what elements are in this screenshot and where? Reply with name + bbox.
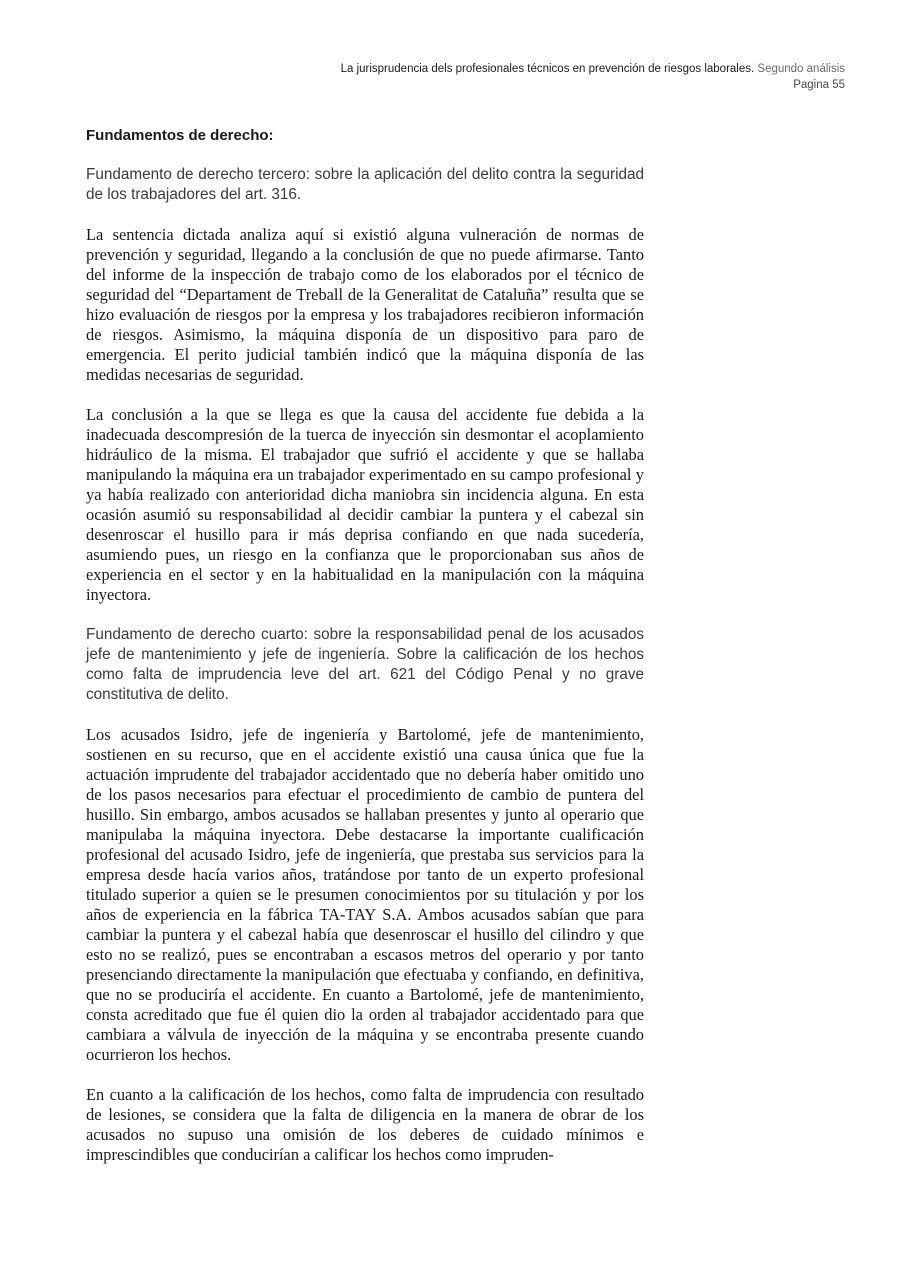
legal-basis-third-heading: Fundamento de derecho tercero: sobre la aplicación del delito contra la seguridad de los trabajadores del art. 316. xyxy=(86,166,644,203)
section-heading: Fundamentos de derecho: xyxy=(86,127,274,144)
body-paragraph: Los acusados Isidro, jefe de ingeniería y Bartolomé, jefe de mantenimiento, sostienen en su recurso, que en el accidente existió una causa única que fue la actuación imprudente del trabajador accidentado que no debería haber omitido uno de los pasos necesarios para efectuar el procedimiento de cambio de puntera del husillo. Sin embargo, ambos acusados se hallaban presentes y junto al operario que manipulaba la máquina inyectora. Debe destacarse la importante cualificación profesional del acusado Isidro, jefe de ingeniería, que prestaba sus servicios para la empresa desde hacía varios años, tratándose por tanto de un experto profesional titulado superior a quien se le presumen conocimientos por su titulación y por los años de experiencia en la fábrica TA-TAY S.A. Ambos acusados sabían que para cambiar la puntera y el cabezal había que desenroscar el husillo del cilindro y que esto no se realizó, pues se encontraban a escasos metros del operario y por tanto presenciando directamente la manipulación que efectuaba y confiando, en definitiva, que no se produciría el accidente. En cuanto a Bartolomé, jefe de mantenimiento, consta acreditado que fue él quien dio la orden al trabajador accidentado para que cambiara a válvula de inyección de la máquina y se encontraba presente cuando ocurrieron los hechos. xyxy=(86,725,644,1064)
body-paragraph: La conclusión a la que se llega es que la causa del accidente fue debida a la inadecuada descompresión de la tuerca de inyección sin desmontar el acoplamiento hidráulico de la misma. El trabajador que sufrió el accidente y que se hallaba manipulando la máquina era un trabajador experimentado en su campo profesional y ya había realizado con anterioridad dicha maniobra sin incidencia alguna. En esta ocasión asumió su responsabilidad al decidir cambiar la puntera y el cabezal sin desenroscar el husillo para ir más deprisa confiando en que nada sucedería, asumiendo pues, un riesgo en la confianza que le proporcionaban sus años de experiencia en el sector y en la habitualidad en la manipulación con la máquina inyectora. xyxy=(86,405,644,604)
running-header-title-line xyxy=(341,61,845,77)
publication-subtitle: Segundo análisis xyxy=(757,63,845,75)
legal-basis-fourth-heading: Fundamento de derecho cuarto: sobre la responsabilidad penal de los acusados jefe de mantenimiento y jefe de ingeniería. Sobre la calificación de los hechos como falta de imprudencia leve del art. 621 del Código Penal y no grave constitutiva de delito. xyxy=(86,626,644,703)
body-paragraph: La sentencia dictada analiza aquí si existió alguna vulneración de normas de prevención y seguridad, llegando a la conclusión de que no puede afirmarse. Tanto del informe de la inspección de trabajo como de los elaborados por el técnico de seguridad del “Departament de Treball de la Generalitat de Cataluña” resulta que se hizo evaluación de riesgos por la empresa y los trabajadores recibieron información de riesgos. Asimismo, la máquina disponía de un dispositivo para paro de emergencia. El perito judicial también indicó que la máquina disponía de las medidas necesarias de seguridad. xyxy=(86,225,644,384)
running-header xyxy=(341,61,845,93)
page-number: Pagina 55 xyxy=(793,79,845,91)
publication-title: La jurisprudencia dels profesionales técnicos en prevención de riesgos laborales. xyxy=(340,63,755,75)
page-content xyxy=(86,126,644,1185)
body-paragraph: En cuanto a la calificación de los hechos, como falta de imprudencia con resultado de lesiones, se considera que la falta de diligencia en la manera de obrar de los acusados no supuso una omisión de los deberes de cuidado mínimos e imprescindibles que conducirían a calificar los hechos como impruden- xyxy=(86,1085,644,1164)
